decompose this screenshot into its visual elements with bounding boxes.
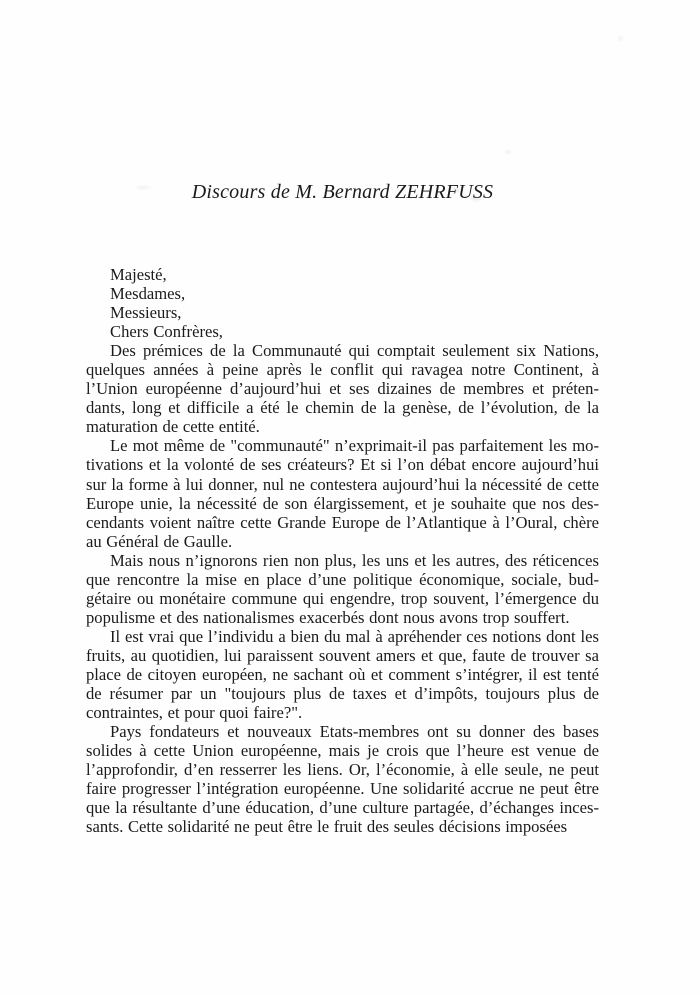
text-line: dants, long et difficile a été le chemin de la genèse, de l’évolution, de la bbox=[86, 398, 599, 418]
text-line: Il est vrai que l’individu a bien du mal à apréhender ces notions dont les bbox=[110, 626, 599, 646]
text-line: que la résultante d’une éducation, d’une culture partagée, d’échanges inces- bbox=[86, 798, 599, 818]
text-line: Messieurs, bbox=[110, 303, 182, 323]
text-line: Europe unie, la nécessité de son élargissement, et je souhaite que nos des- bbox=[86, 493, 599, 513]
text-line: cendants voient naître cette Grande Europe de l’Atlantique à l’Oural, chère bbox=[86, 512, 599, 532]
text-line: Pays fondateurs et nouveaux Etats-membres ont su donner des bases bbox=[110, 722, 599, 742]
text-line: Mesdames, bbox=[110, 284, 186, 304]
text-line: faire progresser l’intégration européenne. Une solidarité accrue ne peut être bbox=[86, 779, 599, 799]
text-line: l’approfondir, d’en resserrer les liens. Or, l’économie, à elle seule, ne peut bbox=[86, 760, 599, 780]
text-line: quelques années à peine après le conflit qui ravagea notre Continent, à bbox=[86, 360, 599, 380]
speech-body bbox=[86, 265, 599, 836]
text-line: populisme et des nationalismes exacerbés dont nous avons trop souffert. bbox=[86, 607, 570, 627]
text-line: sants. Cette solidarité ne peut être le fruit des seules décisions imposées bbox=[86, 817, 568, 837]
text-line: place de citoyen européen, ne sachant où et comment s’intégrer, il est tenté bbox=[86, 664, 599, 684]
text-line: solides à cette Union européenne, mais je crois que l’heure est venue de bbox=[86, 741, 599, 761]
page-title: Discours de M. Bernard ZEHRFUSS bbox=[191, 181, 494, 203]
text-line: fruits, au quotidien, lui paraissent souvent amers et que, faute de trouver sa bbox=[86, 645, 599, 665]
text-line: au Général de Gaulle. bbox=[86, 531, 233, 551]
text-line: tivations et la volonté de ses créateurs? Et si l’on débat encore aujourd’hui bbox=[86, 455, 599, 475]
text-line: que rencontre la mise en place d’une politique économique, sociale, bud- bbox=[86, 569, 599, 589]
scan-speck bbox=[505, 150, 511, 154]
text-line: Des prémices de la Communauté qui comptait seulement six Nations, bbox=[110, 341, 599, 361]
text-line: Majesté, bbox=[110, 265, 167, 284]
text-line: maturation de cette entité. bbox=[86, 417, 260, 437]
text-line: Chers Confrères, bbox=[110, 322, 223, 342]
text-line: contraintes, et pour quoi faire?". bbox=[86, 703, 303, 723]
text-line: sur la forme à lui donner, nul ne contestera aujourd’hui la nécessité de cette bbox=[86, 474, 599, 494]
text-line: Mais nous n’ignorons rien non plus, les uns et les autres, des réticences bbox=[110, 550, 599, 570]
scan-speck bbox=[618, 36, 623, 41]
text-line: gétaire ou monétaire commune qui engendre, trop souvent, l’émergence du bbox=[86, 588, 599, 608]
text-line: Le mot même de "communauté" n’exprimait-il pas parfaitement les mo- bbox=[110, 436, 599, 456]
text-line: de résumer par un "toujours plus de taxes et d’impôts, toujours plus de bbox=[86, 684, 599, 704]
text-line: l’Union européenne d’aujourd’hui et ses dizaines de membres et préten- bbox=[86, 379, 599, 399]
